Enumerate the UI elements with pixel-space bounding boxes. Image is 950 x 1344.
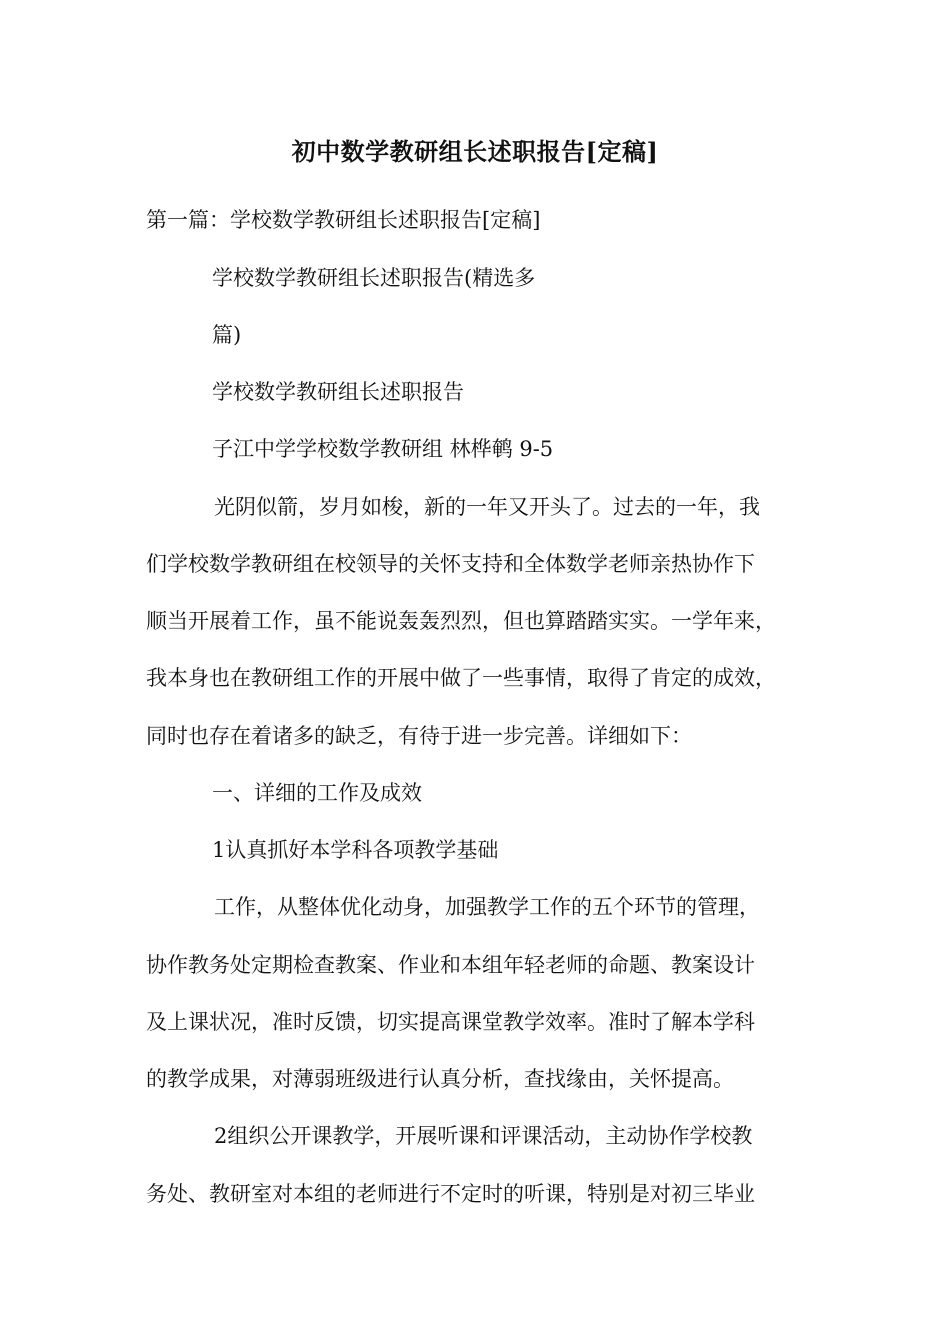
paragraph-line: 及上课状况，准时反馈，切实提高课堂教学效率。准时了解本学科	[146, 1010, 755, 1034]
item-heading: 1认真抓好本学科各项教学基础	[212, 838, 499, 862]
paragraph-line: 务处、教研室对本组的老师进行不定时的听课，特别是对初三毕业	[146, 1182, 755, 1206]
paragraph-line: 顺当开展着工作，虽不能说轰轰烈烈，但也算踏踏实实。一学年来，	[146, 609, 776, 633]
section-heading: 一、详细的工作及成效	[212, 781, 422, 805]
paragraph-line: 协作教务处定期检查教案、作业和本组年轻老师的命题、教案设计	[146, 953, 755, 977]
paragraph-line: 的教学成果，对薄弱班级进行认真分析，查找缘由，关怀提高。	[146, 1067, 734, 1091]
paragraph-line: 们学校数学教研组在校领导的关怀支持和全体数学老师亲热协作下	[146, 552, 755, 576]
author-line: 子江中学学校数学教研组 林桦鹌 9-5	[212, 437, 554, 461]
document-title: 初中数学教研组长述职报告[定稿]	[291, 137, 659, 166]
paragraph-line: 2组织公开课教学，开展听课和评课活动，主动协作学校教	[214, 1124, 753, 1148]
paragraph-line: 同时也存在着诸多的缺乏，有待于进一步完善。详细如下：	[146, 724, 692, 748]
paragraph-line: 我本身也在教研组工作的开展中做了一些事情，取得了肯定的成效，	[146, 666, 776, 690]
subtitle-line-2: 篇)	[212, 323, 242, 347]
report-heading: 学校数学教研组长述职报告	[212, 380, 464, 404]
chapter-heading: 第一篇：学校数学教研组长述职报告[定稿]	[146, 208, 541, 232]
paragraph-line: 工作，从整体优化动身，加强教学工作的五个环节的管理，	[214, 895, 760, 919]
paragraph-line: 光阴似箭，岁月如梭，新的一年又开头了。过去的一年，我	[214, 495, 760, 519]
subtitle-line-1: 学校数学教研组长述职报告(精选多	[212, 266, 536, 290]
